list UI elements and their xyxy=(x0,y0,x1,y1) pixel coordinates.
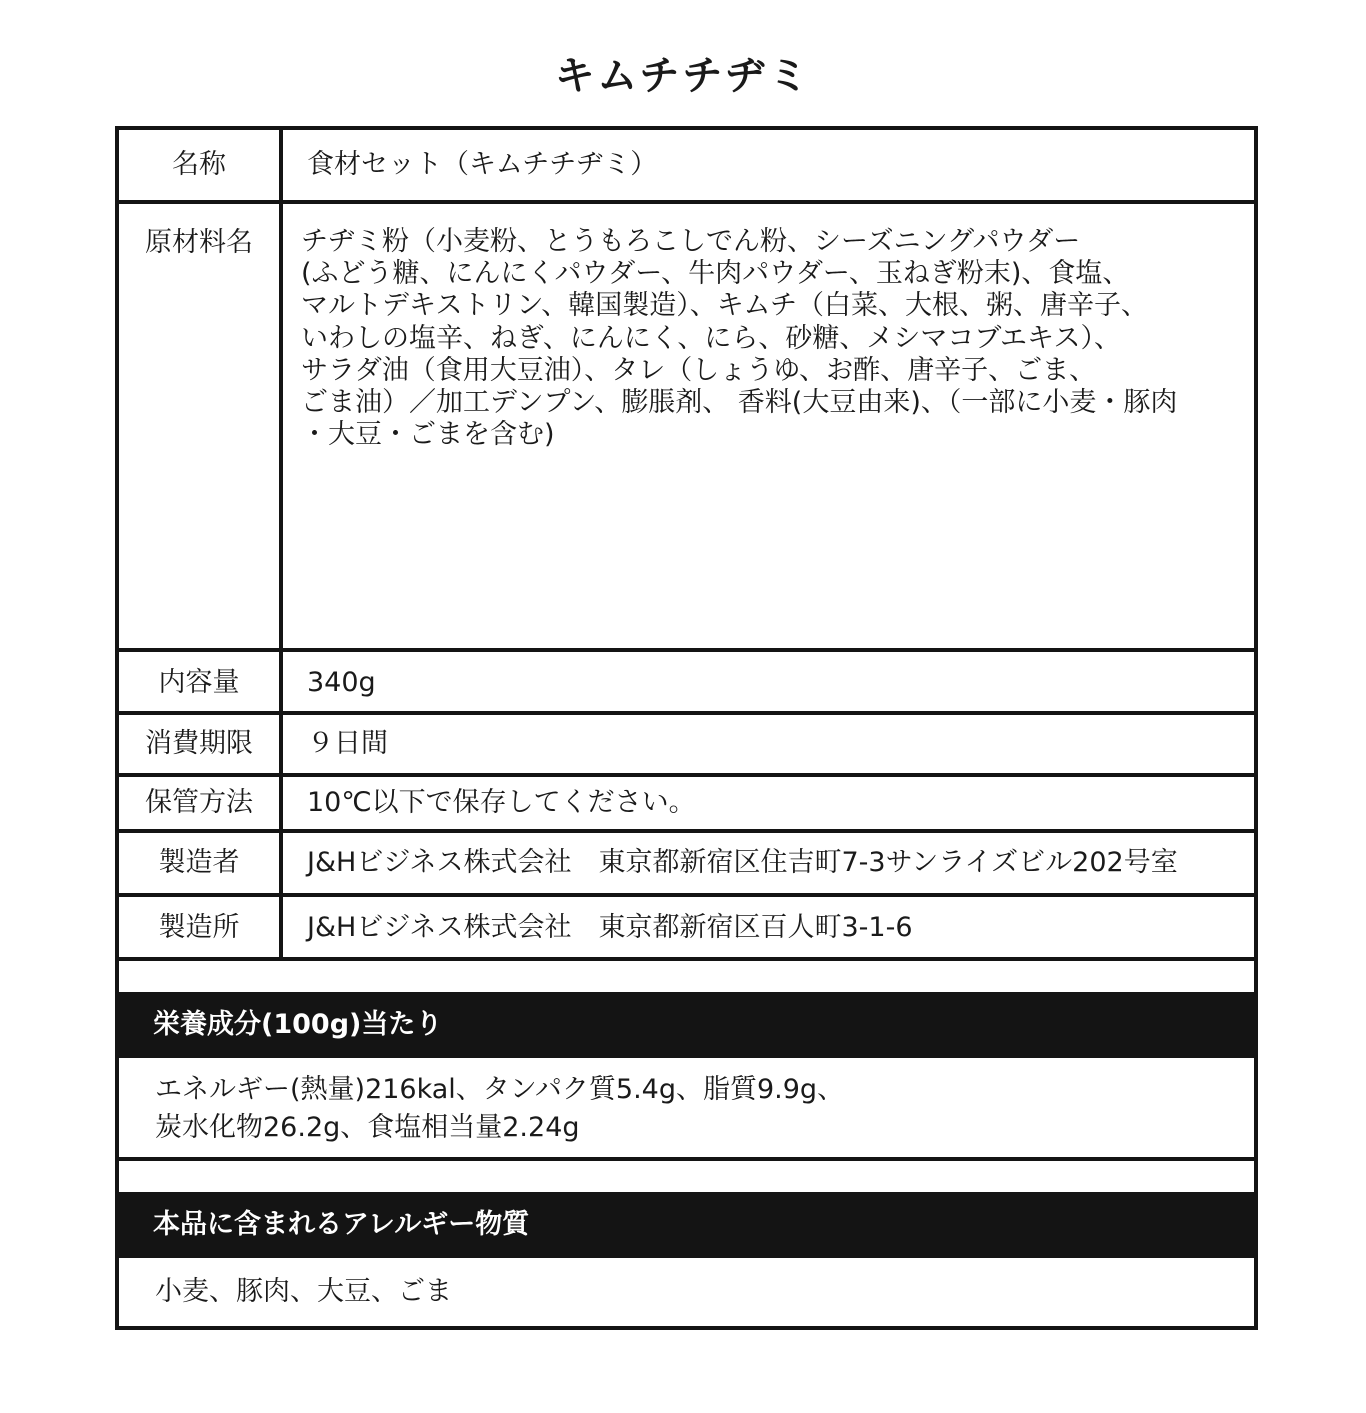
allergen-value: 小麦、豚肉、大豆、ごま xyxy=(155,1276,452,1307)
nutrition-heading-band xyxy=(115,992,1258,1058)
nutrition-line: 炭水化物26.2g、食塩相当量2.24g xyxy=(155,1112,580,1143)
section-divider xyxy=(119,1157,1254,1161)
row-storage xyxy=(119,777,1254,829)
expiry-value: ９日間 xyxy=(307,728,388,759)
nutrition-heading: 栄養成分(100g)当たり xyxy=(153,1009,443,1040)
content-value: 340g xyxy=(307,667,376,698)
food-label-sheet xyxy=(115,126,1258,1330)
nutrition-line: エネルギー(熱量)216kal、タンパク質5.4g、脂質9.9g、 xyxy=(155,1074,845,1105)
ingredients-line: (ふどう糖、にんにくパウダー、牛肉パウダー、玉ねぎ粉末)、食塩、 xyxy=(301,258,1130,290)
allergen-heading: 本品に含まれるアレルギー物質 xyxy=(153,1209,530,1240)
storage-label: 保管方法 xyxy=(145,787,253,818)
row-expiry xyxy=(119,715,1254,773)
page-title: キムチチヂミ xyxy=(554,53,812,99)
row-name xyxy=(119,130,1254,200)
ingredients-label: 原材料名 xyxy=(145,227,253,258)
ingredients-line: いわしの塩辛、ねぎ、にんにく、にら、砂糖、メシマコブエキス）、 xyxy=(301,322,1121,354)
factory-value: J&Hビジネス株式会社 東京都新宿区百人町3-1-6 xyxy=(307,912,913,943)
row-divider xyxy=(119,957,1254,961)
ingredients-line: マルトデキストリン、韓国製造）、キムチ（白菜、大根、粥、唐辛子、 xyxy=(301,290,1148,322)
nutrition-facts xyxy=(155,1071,1242,1147)
row-factory xyxy=(119,897,1254,957)
row-content xyxy=(119,652,1254,711)
ingredients-line: チヂミ粉（小麦粉、とうもろこしでん粉、シーズニングパウダー xyxy=(301,226,1081,257)
ingredients-text xyxy=(301,226,1246,451)
ingredients-line: サラダ油（食用大豆油）、タレ（しょうゆ、お酢、唐辛子、ごま、 xyxy=(301,354,1097,386)
content-label: 内容量 xyxy=(158,667,240,698)
name-label: 名称 xyxy=(172,149,226,180)
storage-value: 10℃以下で保存してください。 xyxy=(307,787,696,818)
expiry-label: 消費期限 xyxy=(145,728,253,759)
row-maker xyxy=(119,833,1254,893)
name-value: 食材セット（キムチチヂミ） xyxy=(307,149,658,180)
maker-value: J&Hビジネス株式会社 東京都新宿区住吉町7-3サンライズビル202号室 xyxy=(307,847,1178,878)
maker-label: 製造者 xyxy=(158,847,240,878)
allergen-list xyxy=(155,1273,1242,1311)
allergen-heading-band xyxy=(115,1192,1258,1258)
ingredients-line: ・大豆・ごまを含む) xyxy=(301,419,555,451)
ingredients-line: ごま油）／加工デンプン、膨脹剤、 香料(大豆由来)、（一部に小麦・豚肉 xyxy=(301,387,1178,419)
factory-label: 製造所 xyxy=(158,912,240,943)
